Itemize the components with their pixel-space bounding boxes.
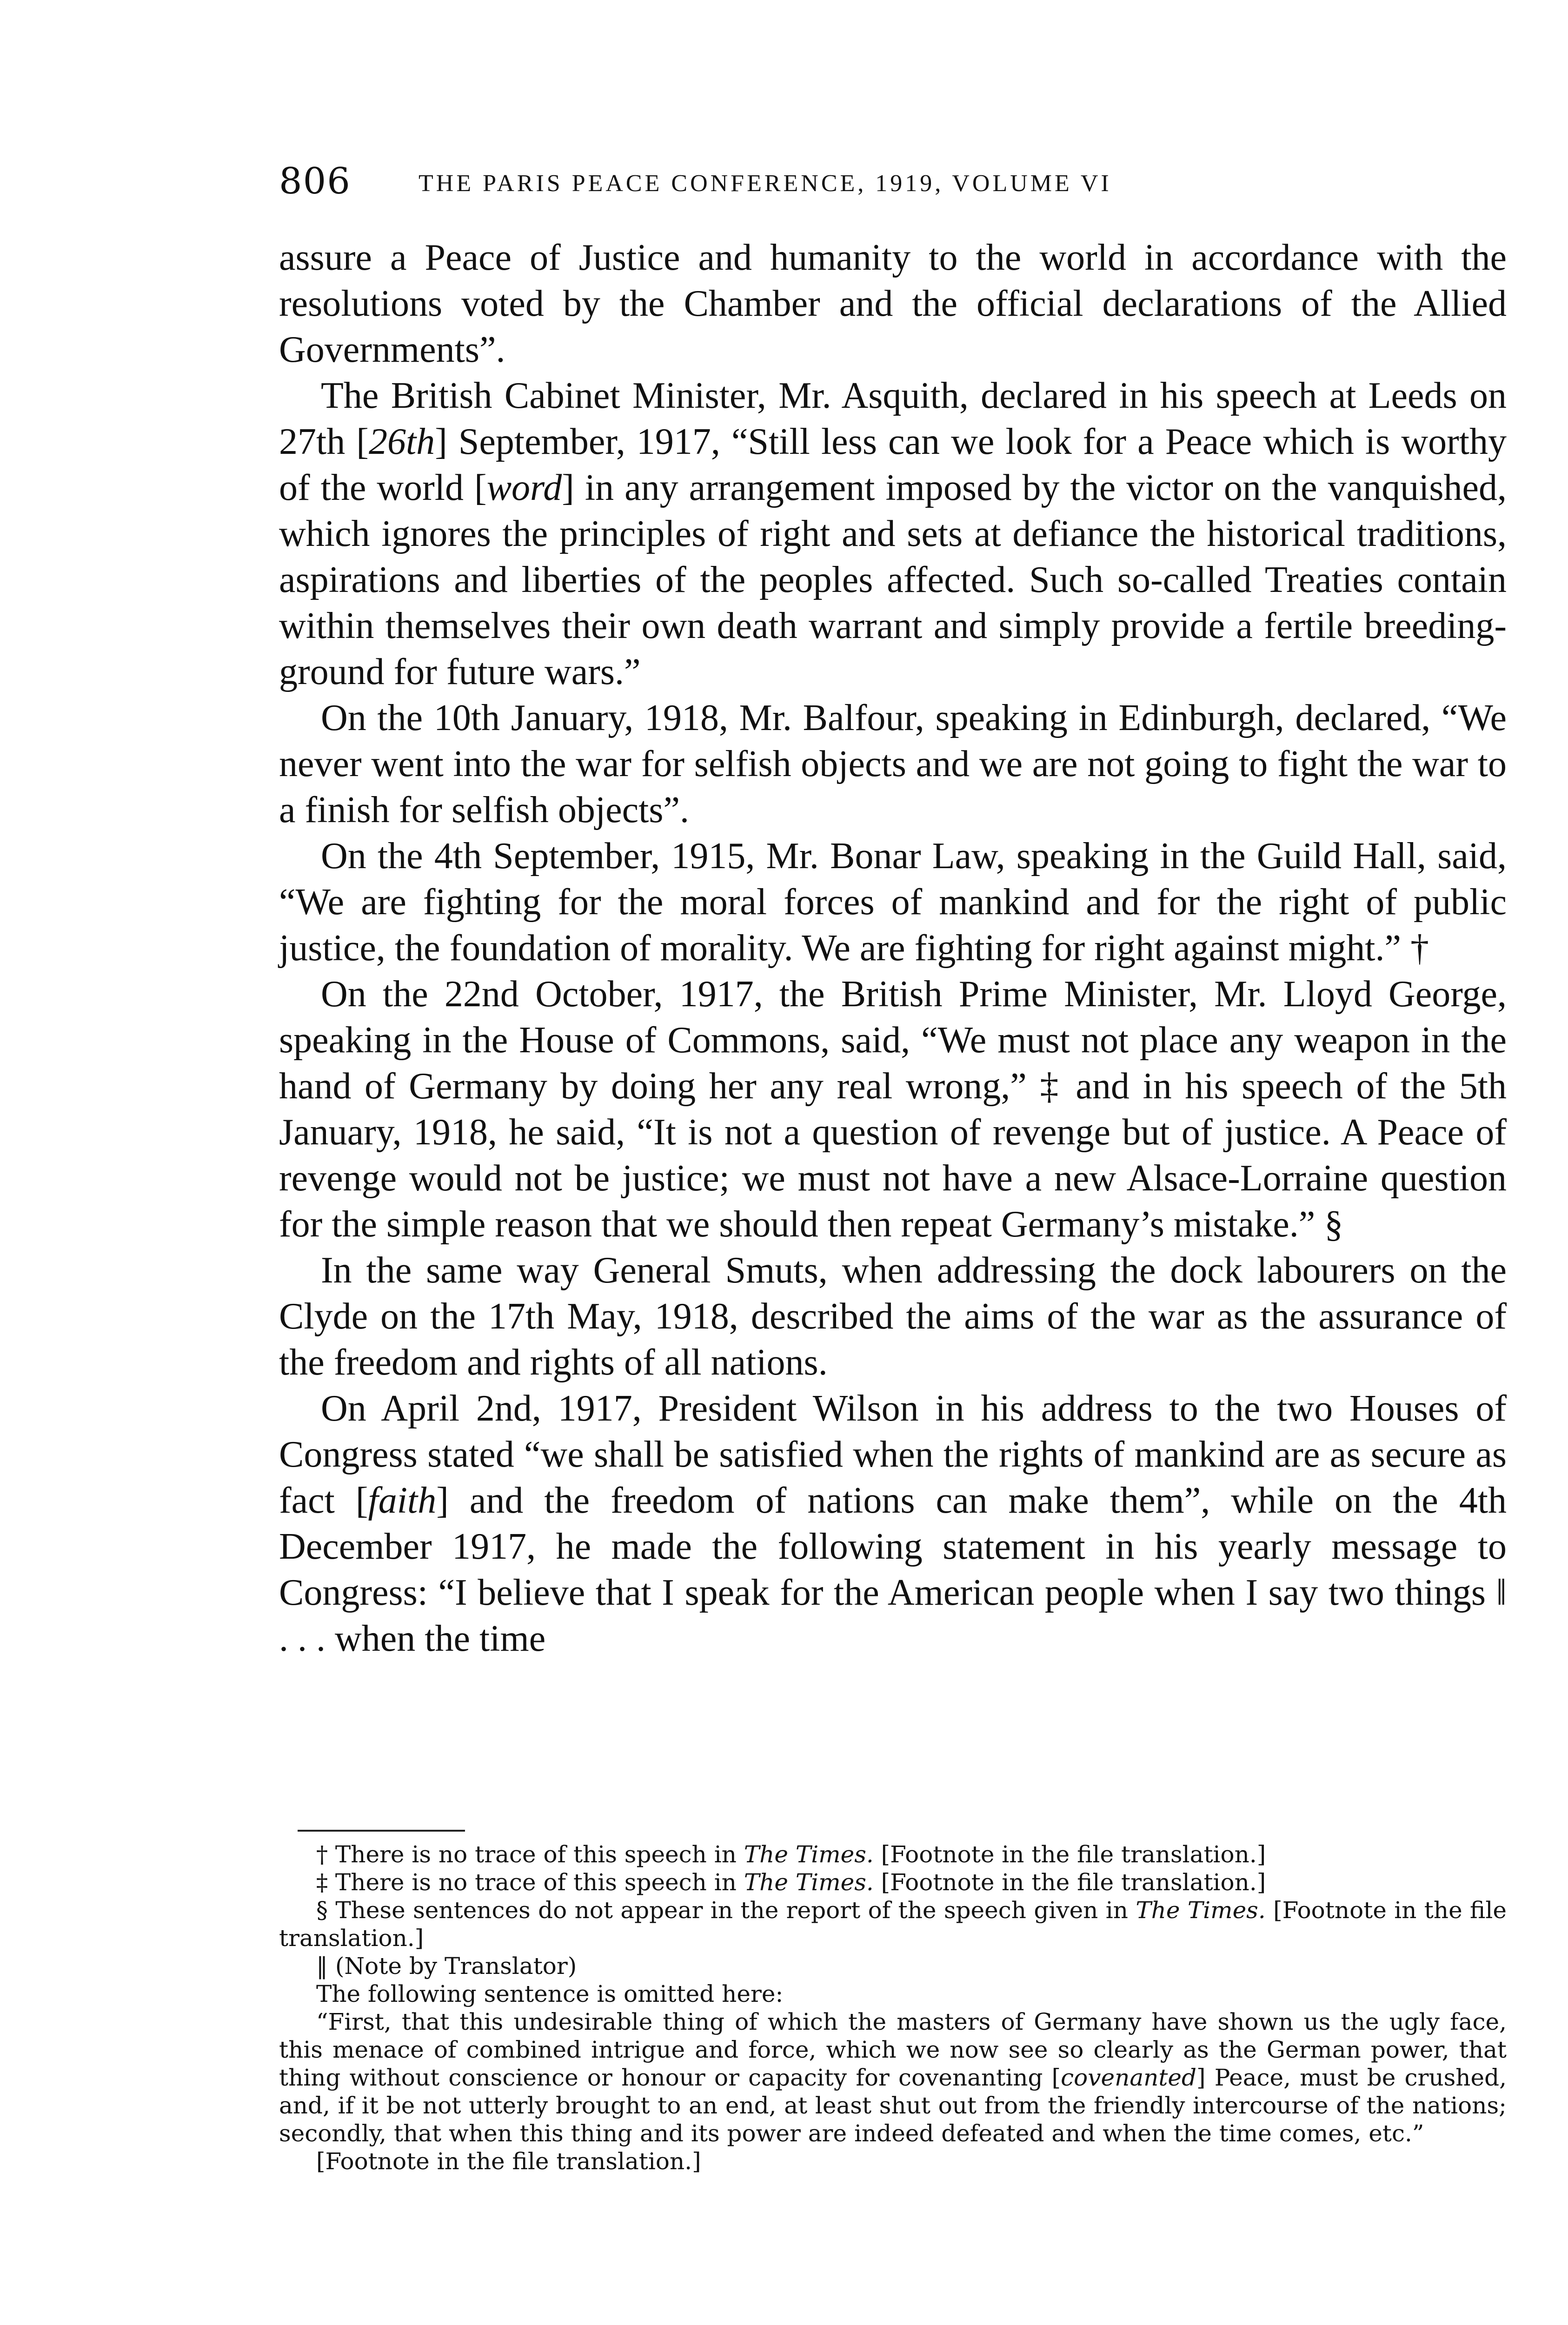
paragraph-lloyd-george: On the 22nd October, 1917, the British Prime Minister, Mr. Lloyd George, speaking in the House of Commons, said, “We must not place any weapon in the hand of Germany by doing her any real wrong,” ‡ and in his speech of the 5th January, 1918, he said, “It is not a question of revenge but of justice. A Peace of revenge would not be justice; we must not have a new Alsace-Lorraine question for the simple reason that we should then repeat Germany’s mistake.” § <box>279 974 1507 1245</box>
footnote-omitted-quote: “First, that this undesirable thing of which the masters of Germany have shown us the ugly face, this menace of combined intrigue and force, which we now see so clearly as the German power, that thing without conscience or honour or capacity for covenanting [covenanted] Peace, must be crushed, and, if it be not utterly brought to an end, at least shut out from the friendly intercourse of the nations; secondly, that when this thing and its power are indeed defeated and when the time comes, etc.” <box>279 2008 1507 2147</box>
footnote-omitted-note: The following sentence is omitted here: <box>316 1980 784 2007</box>
footnote-divider <box>298 1830 465 1832</box>
footnote-parallel: ‖ (Note by Translator) <box>316 1953 577 1980</box>
footnote-section: § These sentences do not appear in the report of the speech given in The Times. [Footnote in the file translation.] <box>279 1897 1507 1952</box>
paragraph-asquith: The British Cabinet Minister, Mr. Asquith, declared in his speech at Leeds on 27th [26th] September, 1917, “Still less can we look for a Peace which is worthy of the world [word] in any arrangement imposed by the victor on the vanquished, which ignores the principles of right and sets at defiance the historical traditions, aspirations and liberties of the peoples affected. Such so-called Treaties contain within themselves their own death warrant and simply provide a fertile breeding-ground for future wars.” <box>279 375 1507 692</box>
page-header <box>279 160 1507 216</box>
paragraph-bonar-law: On the 4th September, 1915, Mr. Bonar Law, speaking in the Guild Hall, said, “We are fighting for the moral forces of mankind and for the right of public justice, the foundation of morality. We are fighting for right against might.” † <box>279 836 1507 969</box>
paragraph-smuts: In the same way General Smuts, when addressing the dock labourers on the Clyde on the 17th May, 1918, described the aims of the war as the assurance of the freedom and rights of all nations. <box>279 1250 1507 1383</box>
main-text <box>279 235 1507 1662</box>
page-number: 806 <box>279 160 351 202</box>
paragraph-balfour: On the 10th January, 1918, Mr. Balfour, speaking in Edinburgh, declared, “We never went into the war for selfish objects and we are not going to fight the war to a finish for selfish objects”. <box>279 698 1507 830</box>
running-head: THE PARIS PEACE CONFERENCE, 1919, VOLUME VI <box>419 170 1112 197</box>
footnote-dagger: † There is no trace of this speech in The Times. [Footnote in the file translation.] <box>316 1841 1266 1868</box>
footnotes <box>279 1840 1507 2175</box>
paragraph: assure a Peace of Justice and humanity to the world in accordance with the resolutions voted by the Chamber and the official declarations of the Allied Governments”. <box>279 237 1507 370</box>
footnote-source: [Footnote in the file translation.] <box>316 2148 701 2175</box>
paragraph-wilson: On April 2nd, 1917, President Wilson in his address to the two Houses of Congress stated “we shall be satisfied when the rights of mankind are as secure as fact [faith] and the freedom of nations can make them”, while on the 4th December 1917, he made the following statement in his yearly message to Congress: “I believe that I speak for the American people when I say two things ‖ . . . when the time <box>279 1388 1507 1659</box>
footnote-double-dagger: ‡ There is no trace of this speech in The Times. [Footnote in the file translation.] <box>316 1869 1266 1896</box>
